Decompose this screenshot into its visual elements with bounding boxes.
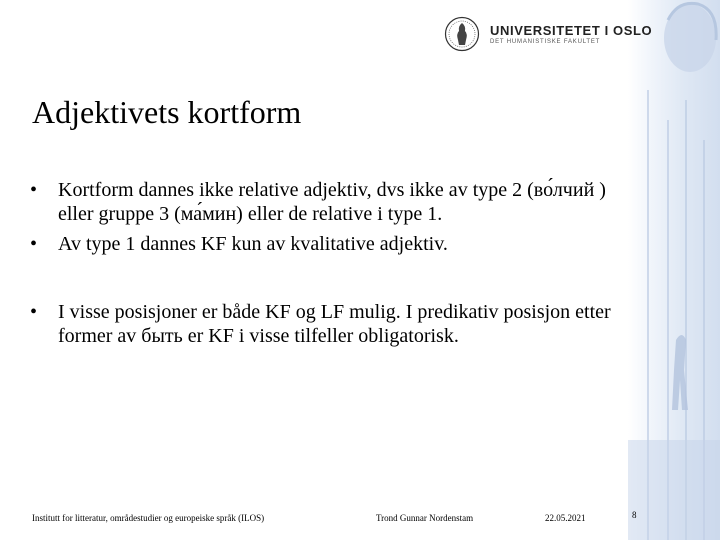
faculty-name: DET HUMANISTISKE FAKULTET — [490, 38, 601, 45]
slide-title: Adjektivets kortform — [32, 94, 302, 130]
university-seal-icon — [444, 16, 480, 52]
decorative-side-strip — [628, 0, 720, 540]
footer-author: Trond Gunnar Nordenstam — [376, 513, 474, 523]
bullet-item: • Av type 1 dannes KF kun av kvalitative adjektiv. — [30, 232, 630, 256]
footer-date: 22.05.2021 — [545, 513, 586, 523]
bullet-list — [30, 178, 630, 348]
university-name: UNIVERSITETET I OSLO — [490, 22, 653, 38]
footer-institute: Institutt for litteratur, områdestudier og europeiske språk (ILOS) — [32, 513, 265, 523]
bullet-item: • I visse posisjoner er både KF og LF mulig. I predikativ posisjon etter former av быть er KF i visse tilfeller obligatorisk. — [30, 300, 630, 348]
bullet-item: • Kortform dannes ikke relative adjektiv, dvs ikke av type 2 (во́лчий ) eller gruppe 3 (ма́мин) eller de relative i type 1. — [30, 178, 630, 226]
page-number: 8 — [632, 510, 637, 520]
university-logo — [444, 14, 652, 54]
